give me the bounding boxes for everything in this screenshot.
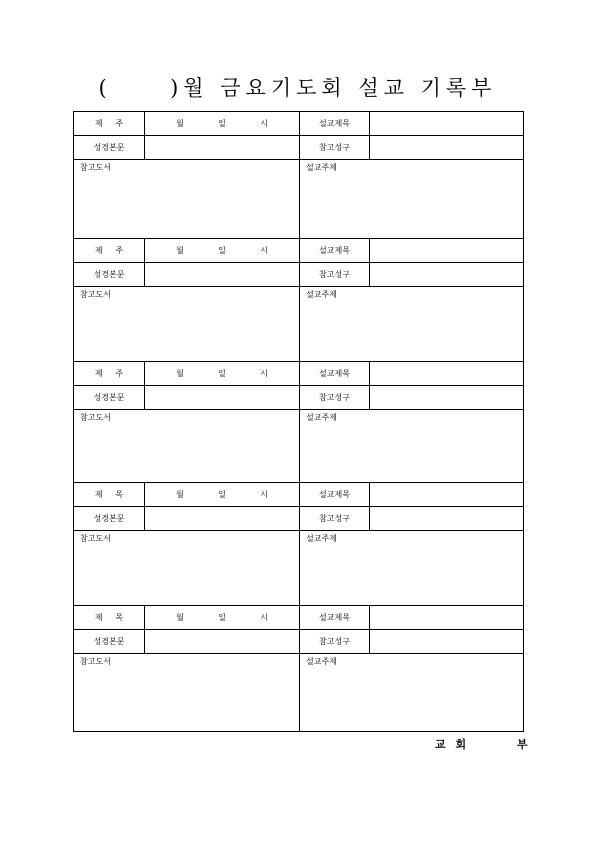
hour-label: 시	[260, 119, 268, 128]
sermon-title-label: 설교제목	[300, 483, 370, 506]
theme-label: 설교주제	[306, 413, 337, 422]
header-row	[74, 483, 524, 507]
theme-label: 설교주제	[306, 534, 337, 543]
theme-field[interactable]	[300, 654, 524, 731]
scripture-row	[74, 630, 524, 654]
scripture-label: 성경본문	[74, 386, 145, 409]
day-label: 일	[218, 369, 226, 378]
month-label: 월	[176, 613, 184, 622]
notes-row	[74, 160, 524, 238]
notes-row	[74, 287, 524, 361]
record-block-2	[74, 239, 524, 362]
preacher-label: 제 목	[74, 483, 145, 506]
month-label: 월	[176, 369, 184, 378]
date-cell[interactable]	[145, 239, 300, 262]
sermon-title-label: 설교제목	[300, 239, 370, 262]
ref-verse-field[interactable]	[370, 386, 524, 409]
scripture-field[interactable]	[145, 507, 300, 530]
preacher-label: 제 주	[74, 239, 145, 262]
theme-label: 설교주제	[306, 657, 337, 666]
ref-verse-field[interactable]	[370, 630, 524, 653]
hour-label: 시	[260, 490, 268, 499]
ref-verse-label: 참고성구	[300, 507, 370, 530]
page-title: ( )월 금요기도회 설교 기록부	[98, 76, 497, 100]
header-row	[74, 112, 524, 136]
ref-books-label: 참고도서	[80, 657, 111, 666]
header-row	[74, 239, 524, 263]
hour-label: 시	[260, 369, 268, 378]
month-label: 월	[176, 246, 184, 255]
date-cell[interactable]	[145, 483, 300, 506]
preacher-label: 제 목	[74, 606, 145, 629]
sermon-title-label: 설교제목	[300, 112, 370, 135]
notes-row	[74, 531, 524, 605]
header-row	[74, 606, 524, 630]
sermon-title-field[interactable]	[370, 112, 524, 135]
hour-label: 시	[260, 246, 268, 255]
scripture-row	[74, 386, 524, 410]
scripture-label: 성경본문	[74, 136, 145, 159]
ref-verse-label: 참고성구	[300, 136, 370, 159]
ref-verse-label: 참고성구	[300, 386, 370, 409]
sermon-title-field[interactable]	[370, 606, 524, 629]
ref-verse-field[interactable]	[370, 263, 524, 286]
ref-books-label: 참고도서	[80, 413, 111, 422]
theme-field[interactable]	[300, 287, 524, 361]
day-label: 일	[218, 119, 226, 128]
ref-books-field[interactable]	[74, 160, 300, 238]
scripture-label: 성경본문	[74, 507, 145, 530]
header-row	[74, 362, 524, 386]
ref-books-field[interactable]	[74, 410, 300, 482]
sermon-title-label: 설교제목	[300, 606, 370, 629]
record-block-1	[74, 112, 524, 239]
day-label: 일	[218, 246, 226, 255]
day-label: 일	[218, 490, 226, 499]
scripture-label: 성경본문	[74, 263, 145, 286]
scripture-row	[74, 136, 524, 160]
ref-books-field[interactable]	[74, 287, 300, 361]
scripture-row	[74, 263, 524, 287]
record-block-4	[74, 483, 524, 606]
month-label: 월	[176, 119, 184, 128]
ref-verse-field[interactable]	[370, 507, 524, 530]
ref-books-label: 참고도서	[80, 534, 111, 543]
record-block-3	[74, 362, 524, 483]
scripture-field[interactable]	[145, 136, 300, 159]
preacher-label: 제 주	[74, 112, 145, 135]
sermon-title-field[interactable]	[370, 239, 524, 262]
scripture-field[interactable]	[145, 263, 300, 286]
date-cell[interactable]	[145, 606, 300, 629]
sermon-record-table	[73, 111, 524, 732]
sermon-title-field[interactable]	[370, 362, 524, 385]
scripture-label: 성경본문	[74, 630, 145, 653]
ref-books-label: 참고도서	[80, 163, 111, 172]
notes-row	[74, 410, 524, 482]
ref-verse-field[interactable]	[370, 136, 524, 159]
ref-books-field[interactable]	[74, 654, 300, 731]
ref-verse-label: 참고성구	[300, 630, 370, 653]
theme-field[interactable]	[300, 160, 524, 238]
sermon-title-label: 설교제목	[300, 362, 370, 385]
day-label: 일	[218, 613, 226, 622]
sermon-title-field[interactable]	[370, 483, 524, 506]
theme-label: 설교주제	[306, 163, 337, 172]
month-label: 월	[176, 490, 184, 499]
scripture-field[interactable]	[145, 630, 300, 653]
date-cell[interactable]	[145, 362, 300, 385]
theme-field[interactable]	[300, 531, 524, 605]
hour-label: 시	[260, 613, 268, 622]
church-department-footer: 교 회 부	[435, 738, 531, 751]
theme-field[interactable]	[300, 410, 524, 482]
notes-row	[74, 654, 524, 731]
theme-label: 설교주제	[306, 290, 337, 299]
record-block-5	[74, 606, 524, 732]
scripture-row	[74, 507, 524, 531]
scripture-field[interactable]	[145, 386, 300, 409]
ref-books-label: 참고도서	[80, 290, 111, 299]
date-cell[interactable]	[145, 112, 300, 135]
ref-verse-label: 참고성구	[300, 263, 370, 286]
ref-books-field[interactable]	[74, 531, 300, 605]
preacher-label: 제 주	[74, 362, 145, 385]
